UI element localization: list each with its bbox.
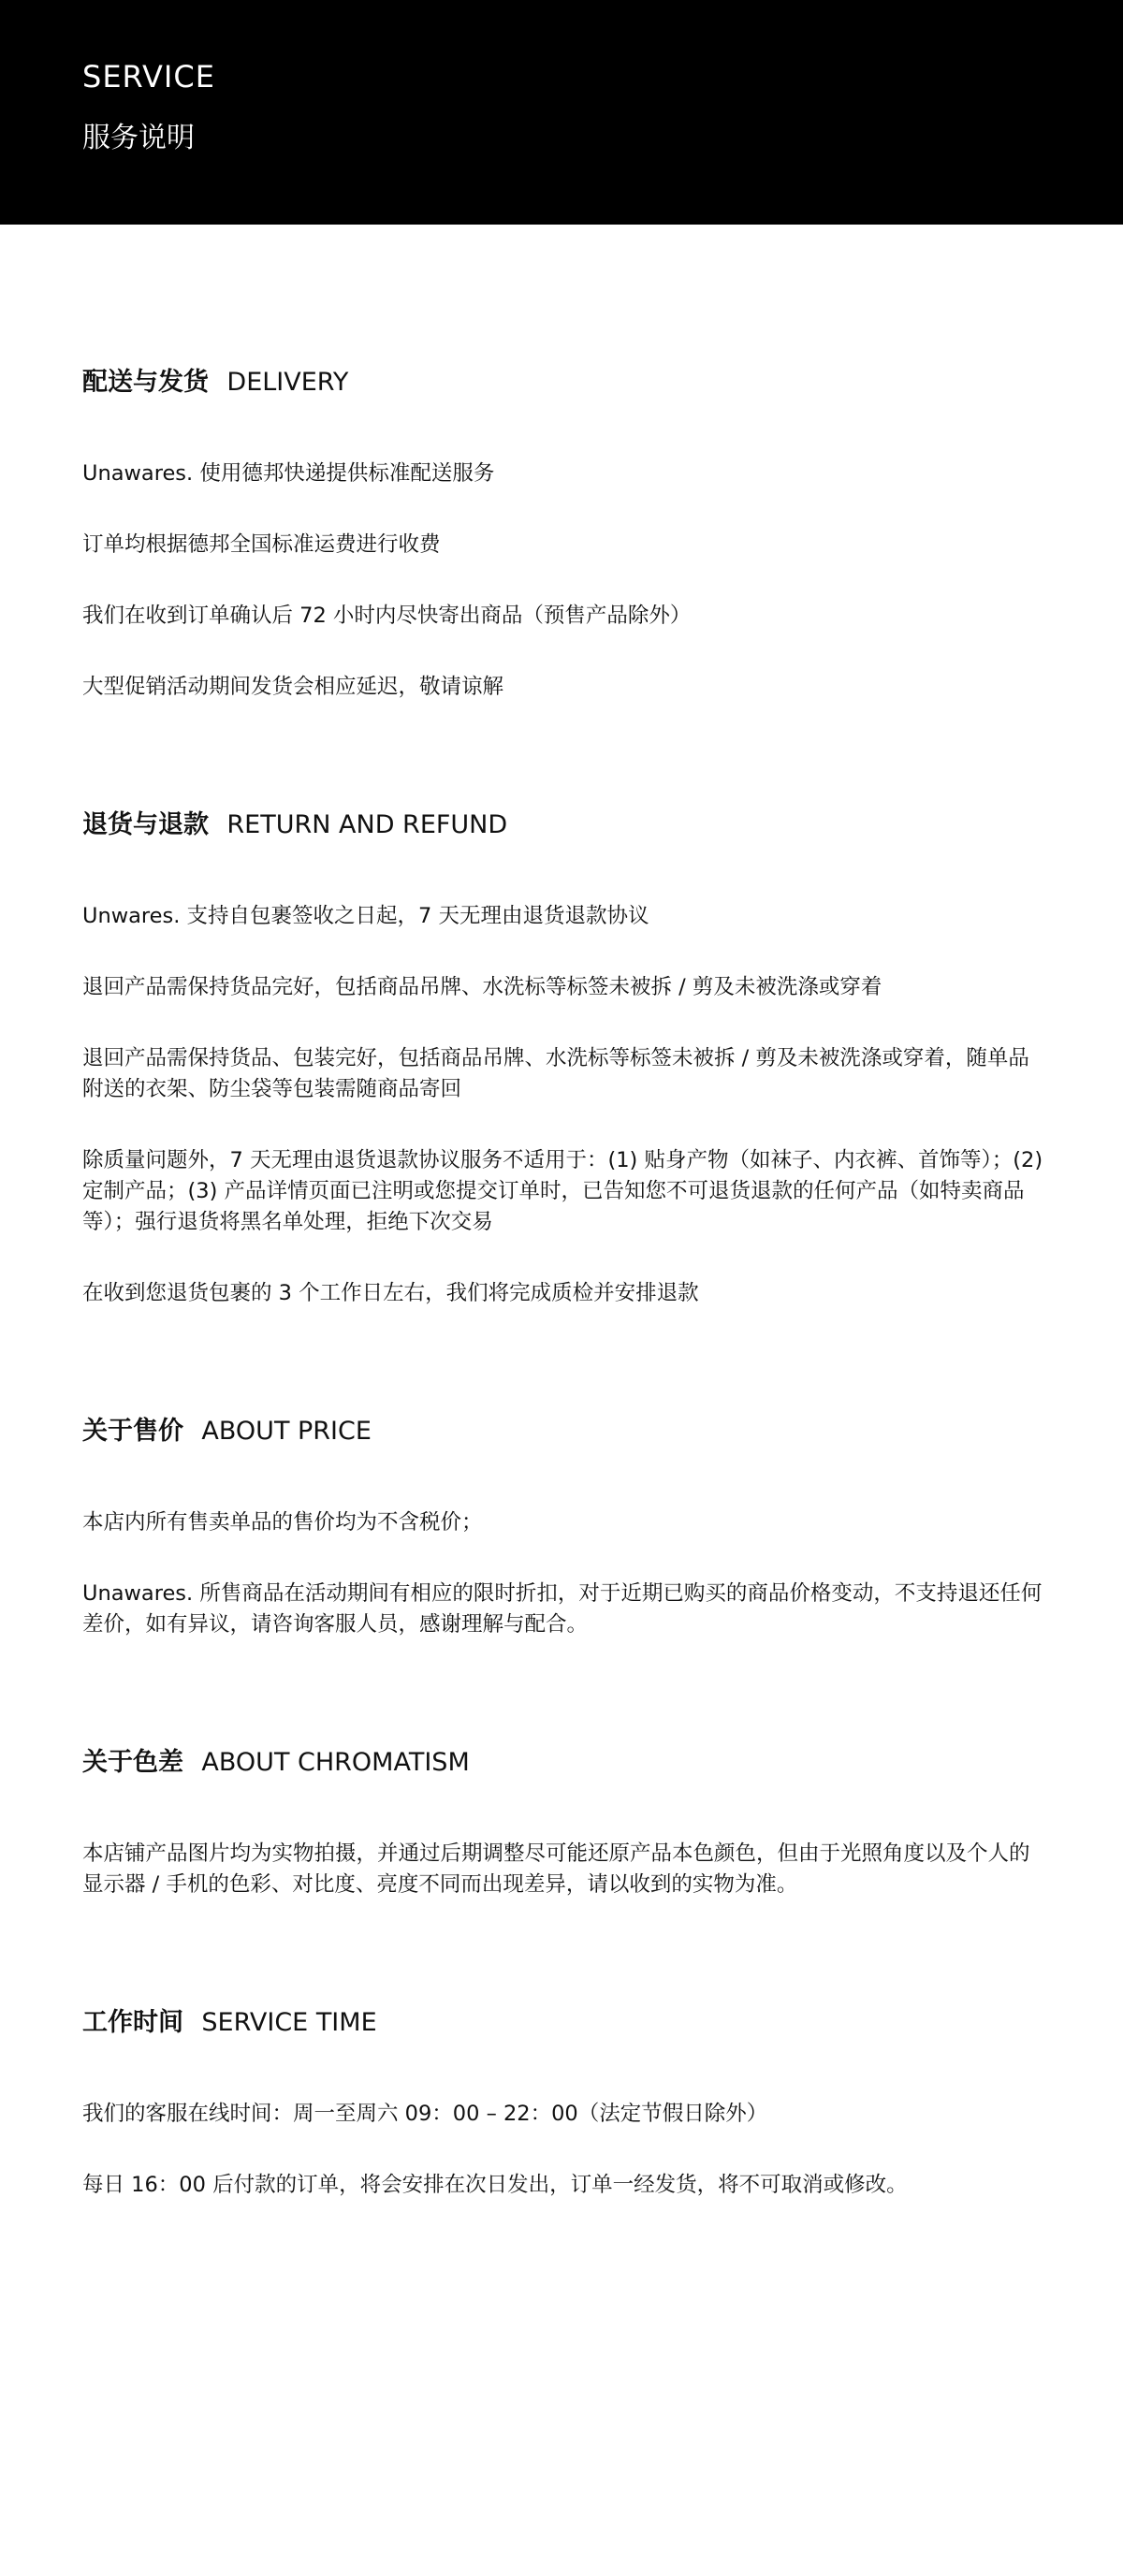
section-heading-en: ABOUT CHROMATISM [201,1748,470,1777]
section-heading [82,365,1041,400]
section-delivery [82,365,1041,703]
section-service-time [82,2005,1041,2201]
header-title: SERVICE [82,59,215,95]
section-heading-en: DELIVERY [226,368,349,397]
paragraph: Unawares. 使用德邦快递提供标准配送服务 [82,461,495,486]
page-header [0,0,1123,225]
header-subtitle: 服务说明 [82,122,195,154]
section-heading-zh: 关于色差 [82,1748,183,1777]
service-content [0,225,1123,2201]
section-heading-en: RETURN AND REFUND [226,810,508,839]
paragraph: 在收到您退货包裹的 3 个工作日左右，我们将完成质检并安排退款 [82,1281,699,1305]
section-heading-en: ABOUT PRICE [201,1417,372,1446]
paragraph: 除质量问题外，7 天无理由退货退款协议服务不适用于：(1) 贴身产物（如袜子、内衣裤、首饰等）；(2) 定制产品；(3) 产品详情页面已注明或您提交订单时，已告知您不可退货退款的任何产品（如特卖商品等）；强行退货将黑名单处理，拒绝下次交易 [82,1148,1043,1234]
section-return-refund [82,808,1041,1309]
section-heading [82,1414,1041,1449]
section-heading-en: SERVICE TIME [201,2008,377,2037]
section-heading-zh: 工作时间 [82,2008,183,2037]
section-heading-zh: 关于售价 [82,1417,183,1446]
paragraph: 订单均根据德邦全国标准运费进行收费 [82,532,441,557]
section-heading [82,1745,1041,1781]
paragraph: 本店内所有售卖单品的售价均为不含税价； [82,1510,483,1535]
paragraph: 本店铺产品图片均为实物拍摄，并通过后期调整尽可能还原产品本色颜色，但由于光照角度以及个人的显示器 / 手机的色彩、对比度、亮度不同而出现差异，请以收到的实物为准。 [82,1841,1030,1897]
paragraph: 我们在收到订单确认后 72 小时内尽快寄出商品（预售产品除外） [82,604,692,628]
paragraph: 每日 16：00 后付款的订单，将会安排在次日发出，订单一经发货，将不可取消或修改。 [82,2173,908,2197]
section-heading-zh: 退货与退款 [82,810,209,839]
section-heading [82,808,1041,843]
paragraph: Unawares. 所售商品在活动期间有相应的限时折扣，对于近期已购买的商品价格变动，不支持退还任何差价，如有异议，请咨询客服人员，感谢理解与配合。 [82,1581,1043,1637]
paragraph: Unwares. 支持自包裹签收之日起，7 天无理由退货退款协议 [82,904,649,928]
paragraph: 退回产品需保持货品完好，包括商品吊牌、水洗标等标签未被拆 / 剪及未被洗涤或穿着 [82,975,882,999]
paragraph: 大型促销活动期间发货会相应延迟，敬请谅解 [82,675,504,699]
section-heading-zh: 配送与发货 [82,368,209,397]
section-heading [82,2005,1041,2041]
section-about-price [82,1414,1041,1640]
paragraph: 退回产品需保持货品、包装完好，包括商品吊牌、水洗标等标签未被拆 / 剪及未被洗涤或穿着，随单品附送的衣架、防尘袋等包装需随商品寄回 [82,1046,1029,1101]
section-about-chromatism [82,1745,1041,1900]
paragraph: 我们的客服在线时间：周一至周六 09：00 – 22：00（法定节假日除外） [82,2102,768,2126]
